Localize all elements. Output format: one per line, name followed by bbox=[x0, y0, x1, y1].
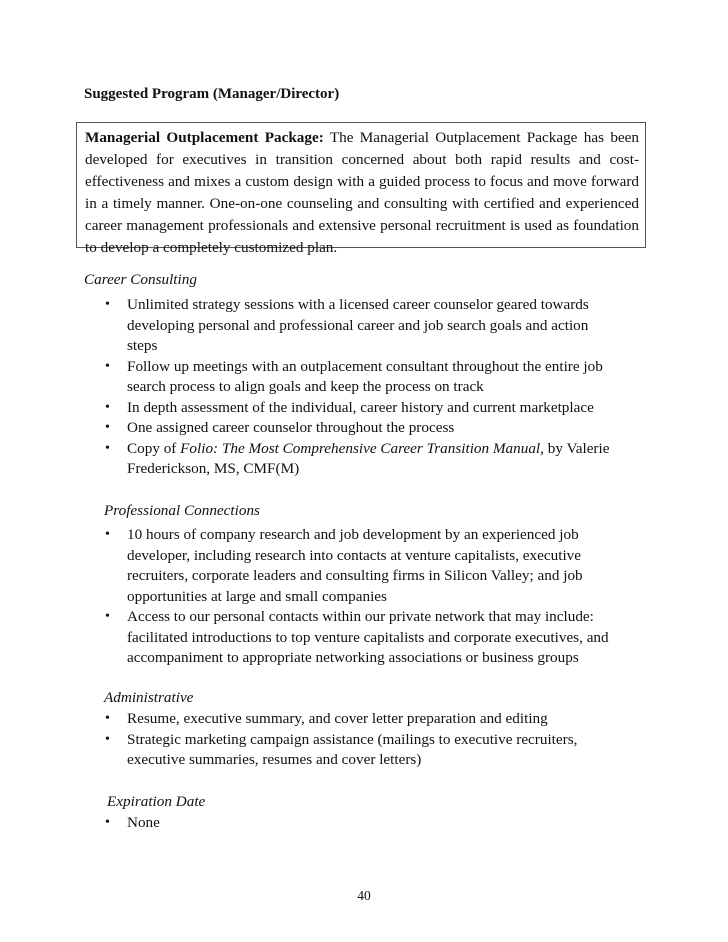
bullet-icon: • bbox=[105, 815, 110, 830]
list-item: • In depth assessment of the individual, career history and current marketplace bbox=[98, 398, 618, 419]
section-title-administrative: Administrative bbox=[104, 689, 194, 706]
bullet-icon: • bbox=[105, 420, 110, 435]
expiration-date-list bbox=[98, 813, 618, 834]
list-item: • Follow up meetings with an outplacement consultant throughout the entire job search process to align goals and keep the process on track bbox=[105, 357, 603, 395]
list-item: • 10 hours of company research and job development by an experienced job developer, including research into contacts at venture capitalists, executive recruiters, corporate leaders and consulting firms in Silicon Valley; and job opportunities at large and small companies bbox=[105, 526, 583, 605]
bullet-icon: • bbox=[105, 440, 110, 456]
section-title-career-consulting: Career Consulting bbox=[84, 271, 197, 288]
bullet-icon: • bbox=[105, 399, 110, 415]
page-number: 40 bbox=[357, 888, 371, 903]
list-item: • Unlimited strategy sessions with a licensed career counselor geared towards developing personal and professional career and job search goals and action steps bbox=[105, 296, 589, 354]
list-item: • One assigned career counselor throughout the process bbox=[98, 418, 618, 439]
intro-text: The Managerial Outplacement Package has been developed for executives in transition concerned about both rapid results and cost-effectiveness and mixes a custom design with a guided process to focus and move forward in a timely manner. One-on-one counseling and consulting with certified and experienced career management professionals and extensive personal recruitment is used as foundation to develop a completely customized plan. bbox=[85, 129, 640, 256]
list-item: • Copy of Folio: The Most Comprehensive Career Transition Manual, by Valerie Frederickson, MS, CMF(M) bbox=[105, 439, 610, 477]
list-item: • Resume, executive summary, and cover letter preparation and editing bbox=[98, 709, 618, 730]
bullet-icon: • bbox=[105, 527, 110, 542]
section-title-professional-connections: Professional Connections bbox=[104, 502, 260, 519]
intro-box bbox=[76, 122, 646, 256]
career-consulting-list bbox=[98, 295, 618, 480]
professional-connections-list bbox=[98, 525, 618, 669]
list-item: • None bbox=[98, 813, 618, 834]
bullet-icon: • bbox=[105, 358, 110, 374]
section-title-expiration-date: Expiration Date bbox=[107, 793, 206, 810]
bullet-icon: • bbox=[105, 297, 110, 312]
bullet-icon: • bbox=[105, 609, 110, 624]
bullet-icon: • bbox=[105, 731, 110, 747]
intro-label: Managerial Outplacement Package: bbox=[85, 129, 324, 146]
list-item: • Access to our personal contacts within our private network that may include: facilitated introductions to top venture capitalists and corporate executives, and accompaniment to appropriate networking associations or business groups bbox=[105, 608, 609, 666]
page-heading: Suggested Program (Manager/Director) bbox=[84, 86, 340, 102]
book-title: Folio: The Most Comprehensive Career Transition Manual, bbox=[180, 439, 544, 457]
list-item: • Strategic marketing campaign assistance (mailings to executive recruiters, executive summaries, resumes and cover letters) bbox=[105, 730, 578, 768]
bullet-icon: • bbox=[105, 711, 110, 726]
administrative-list bbox=[98, 709, 618, 771]
